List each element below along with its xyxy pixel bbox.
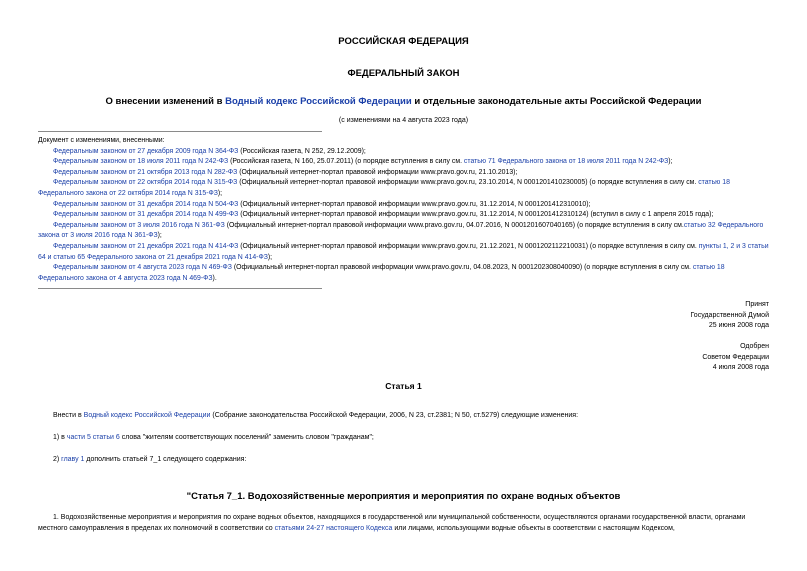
amendment-law-link[interactable]: Федеральным законом от 27 декабря 2009 года N 364-ФЗ — [53, 147, 239, 155]
council-approved-label: Одобрен — [740, 343, 769, 350]
amendment-source: (Официальный интернет-портал правовой информации www.pravo.gov.ru, 21.10.2013); — [237, 168, 518, 176]
intro-suffix: (Собрание законодательства Российской Федерации, 2006, N 23, ст.2381; N 50, ст.5279) следующие изменения: — [210, 412, 579, 419]
item-suffix: слова "жителям соответствующих поселений" заменить словом "гражданам"; — [119, 434, 374, 441]
amendments-bottom-divider — [38, 288, 322, 289]
article-1-item-1 — [53, 433, 374, 444]
amendment-effect-link[interactable]: пункты 1, 2 и 3 статьи 64 и статью 65 Федерального закона от 21 декабря 2021 года N 414-ФЗ — [38, 242, 769, 261]
articles-24-27-link[interactable]: статьями 24-27 настоящего Кодекса — [274, 524, 393, 532]
title-prefix: О внесении изменений в — [105, 96, 226, 107]
amendment-source: (Официальный интернет-портал правовой информации www.pravo.gov.ru, 04.08.2023, N 0001202308040090) (о порядке вступления в силу см. — [231, 264, 693, 272]
amendment-source: (Официальный интернет-портал правовой информации www.pravo.gov.ru, 31.12.2014, N 0001201412310010); — [238, 200, 591, 208]
amendments-list — [38, 136, 770, 284]
article-1-intro — [53, 411, 578, 422]
amendment-source: (Официальный интернет-портал правовой информации www.pravo.gov.ru, 04.07.2016, N 0001201607040165) (о порядке вступления в силу см. — [224, 221, 684, 229]
amendment-item — [38, 210, 770, 221]
intro-prefix: Внести в — [53, 412, 84, 419]
amendment-item — [38, 200, 770, 211]
amendment-item — [38, 157, 770, 168]
amendment-law-link[interactable]: Федеральным законом от 18 июля 2011 года N 242-ФЗ — [53, 158, 229, 166]
paragraph-suffix: или лицами, использующими водные объекты в соответствии с настоящим Кодексом, — [392, 524, 675, 532]
item-prefix: 2) — [53, 456, 62, 463]
amendment-tail: ); — [668, 158, 673, 166]
duma-name: Государственной Думой — [690, 311, 769, 319]
edition-note: (с изменениями на 4 августа 2023 года) — [338, 117, 469, 124]
amendment-law-link[interactable]: Федеральным законом от 31 декабря 2014 года N 499-ФЗ — [53, 211, 239, 219]
amendment-law-link[interactable]: Федеральным законом от 31 декабря 2014 года N 504-ФЗ — [53, 200, 239, 208]
amendment-item — [38, 168, 770, 179]
document-title — [0, 96, 807, 107]
amendment-source: (Официальный интернет-портал правовой информации www.pravo.gov.ru, 23.10.2014, N 0001201410230005) (о порядке вступления в силу см. — [237, 179, 699, 187]
amendment-tail: ). — [212, 274, 217, 282]
amendment-item — [38, 178, 770, 199]
chapter-1-link[interactable]: главу 1 — [61, 456, 85, 463]
document-kind: ФЕДЕРАЛЬНЫЙ ЗАКОН — [347, 68, 460, 79]
article-7-1-heading: "Статья 7_1. Водохозяйственные мероприятия и мероприятия по охране водных объектов — [186, 491, 621, 502]
amendment-tail: ); — [267, 253, 273, 261]
part-5-article-6-link[interactable]: части 5 статьи 6 — [66, 434, 120, 441]
amendment-law-link[interactable]: Федеральным законом от 4 августа 2023 года N 469-ФЗ — [53, 264, 232, 272]
paragraph-prefix: 1. Водохозяйственные мероприятия и мероприятия по охране водных объектов, находящихся в государственной или муниципальной собственности, осуществляются органами государственной власти, органами местного самоуправления в пределах их полномочий в соответствии со — [38, 514, 746, 532]
amendment-source: (Российская газета, N 160, 25.07.2011) (о порядке вступления в силу см. — [228, 158, 464, 166]
amendment-law-link[interactable]: Федеральным законом от 3 июля 2016 года N 361-ФЗ — [53, 221, 225, 229]
amendment-effect-link[interactable]: статью 18 Федерального закона от 22 октября 2014 года N 315-ФЗ — [38, 179, 730, 197]
amendment-effect-link[interactable]: статью 32 Федерального закона от 3 июля 2016 года N 361-ФЗ — [38, 221, 764, 240]
water-code-link[interactable]: Водный кодекс Российской Федерации — [225, 96, 412, 107]
item-suffix: дополнить статьей 7_1 следующего содержания: — [84, 456, 247, 463]
amendment-source: (Российская газета, N 252, 29.12.2009); — [238, 147, 366, 155]
council-date: 4 июля 2008 года — [712, 364, 769, 372]
duma-adoption-block — [690, 300, 769, 332]
amendment-effect-link[interactable]: статью 71 Федерального закона от 18 июля 2011 года N 242-ФЗ — [463, 158, 669, 166]
water-code-link[interactable]: Водный кодекс Российской Федерации — [83, 412, 211, 419]
council-name: Советом Федерации — [702, 353, 769, 361]
amendment-source: (Официальный интернет-портал правовой информации www.pravo.gov.ru, 21.12.2021, N 0001202112210031) (о порядке вступления в силу см. — [238, 242, 699, 250]
council-approval-block — [702, 342, 769, 374]
amendment-item — [38, 147, 770, 158]
document-country: РОССИЙСКАЯ ФЕДЕРАЦИЯ — [338, 36, 469, 47]
duma-date: 25 июня 2008 года — [708, 322, 769, 330]
amendment-law-link[interactable]: Федеральным законом от 21 октября 2013 года N 282-ФЗ — [53, 168, 238, 176]
duma-adopted-label: Принят — [745, 301, 769, 308]
article-7-1-paragraph-1 — [38, 513, 770, 534]
amendments-intro: Документ с изменениями, внесенными: — [38, 137, 165, 144]
title-suffix: и отдельные законодательные акты Российской Федерации — [411, 96, 702, 107]
amendment-tail: ); — [157, 232, 162, 240]
amendment-item — [38, 221, 770, 242]
amendment-law-link[interactable]: Федеральным законом от 22 октября 2014 года N 315-ФЗ — [53, 179, 238, 187]
amendment-effect-link[interactable]: статью 18 Федерального закона от 4 августа 2023 года N 469-ФЗ — [38, 264, 725, 282]
amendment-item — [38, 263, 770, 284]
article-1-item-2 — [53, 455, 246, 466]
amendment-tail: ); — [217, 189, 223, 197]
amendments-top-divider — [38, 131, 322, 132]
item-prefix: 1) в — [53, 434, 67, 441]
amendment-law-link[interactable]: Федеральным законом от 21 декабря 2021 года N 414-ФЗ — [53, 242, 239, 250]
amendment-source: (Официальный интернет-портал правовой информации www.pravo.gov.ru, 31.12.2014, N 0001201412310124) (вступил в силу с 1 апреля 2015 года); — [238, 211, 714, 219]
amendment-item — [38, 242, 770, 263]
article-1-heading: Статья 1 — [385, 381, 422, 391]
